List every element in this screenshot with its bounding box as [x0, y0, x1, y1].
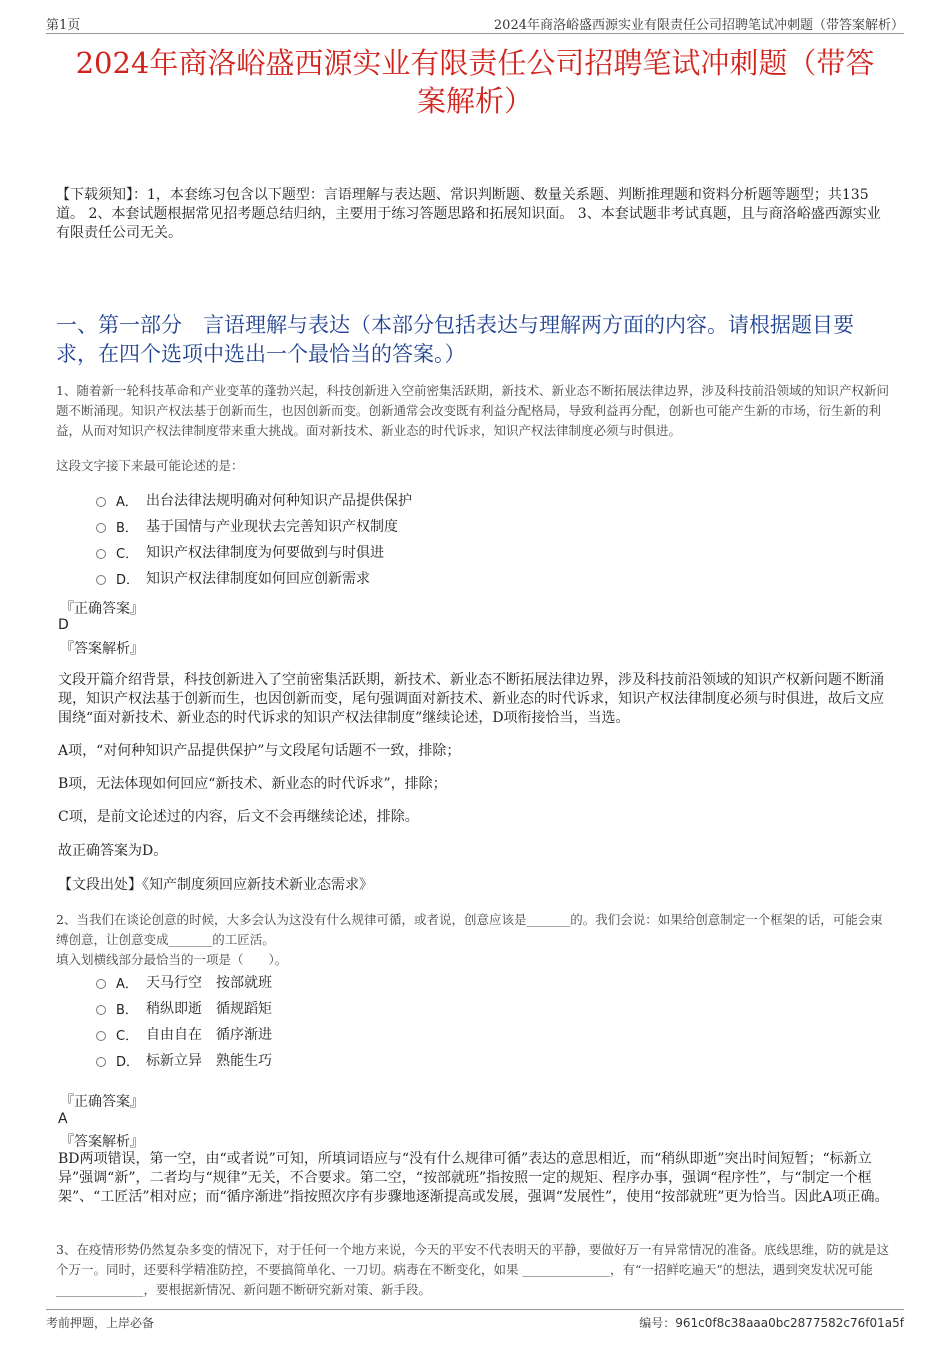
question-2-analysis: BD两项错误，第一空，由“或者说”可知，所填词语应与“没有什么规律可循”表达的意思相近，而“稍纵即逝”突出时间短暂；“标新立异”强调“新”，二者均与“规律”无关，不合要求。第二空，“按部就班”指按照一定的规矩、程序办事，强调“程序性”，与“制定一个框架”、“工匠活”相对应；而“循序渐进”指按照次序有步骤地逐渐提高或发展，强调“发展性”，使用“按部就班”更为恰当。因此A项正确。: [58, 1151, 889, 1205]
title-line-2: 案解析）: [416, 84, 533, 118]
question-2-option-b[interactable]: [96, 998, 272, 1018]
footer-divider: [46, 1309, 904, 1310]
section-heading: 一、第一部分 言语理解与表达（本部分包括表达与理解两方面的内容。请根据题目要求，在四个选项中选出一个最恰当的答案。）: [56, 313, 854, 366]
title-line-1: 2024年商洛峪盛西源实业有限责任公司招聘笔试冲刺题（带答: [75, 46, 875, 80]
option-text: 出台法律法规明确对何种知识产品提供保护: [146, 493, 412, 509]
option-letter: C．: [116, 546, 139, 562]
correct-answer-label: 『正确答案』: [60, 601, 144, 617]
page-title: [46, 44, 904, 120]
option-text: 标新立异 熟能生巧: [146, 1053, 272, 1069]
question-1-option-c[interactable]: [96, 542, 384, 562]
question-1-source: 【文段出处】《知产制度须回应新技术新业态需求》: [58, 877, 373, 893]
question-2-option-a[interactable]: [96, 972, 272, 992]
option-text: 稍纵即逝 循规蹈矩: [146, 1001, 272, 1017]
option-text: 自由自在 循序渐进: [146, 1027, 272, 1043]
option-text: 基于国情与产业现状去完善知识产权制度: [146, 519, 398, 535]
download-notice: 【下载须知】：1，本套练习包含以下题型：言语理解与表达题、常识判断题、数量关系题、判断推理题和资料分析题等题型；共135道。 2、本套试题根据常见招考题总结归纳，主要用于练习答题思路和拓展知识面。 3、本套试题非考试真题，且与商洛峪盛西源实业有限责任公司无关。: [56, 187, 881, 241]
question-1-answer: D: [58, 617, 69, 633]
analysis-label: 『答案解析』: [60, 641, 144, 657]
question-1-text: 1、随着新一轮科技革命和产业变革的蓬勃兴起，科技创新进入空前密集活跃期，新技术、新业态不断拓展法律边界，涉及科技前沿领域的知识产权新问题不断涌现。知识产权法基于创新而生，也因创新而变。创新通常会改变既有利益分配格局，导致利益再分配，创新也可能产生新的市场，衍生新的利益，从而对知识产权法律制度带来重大挑战。面对新技术、新业态的时代诉求，知识产权法律制度必须与时俱进。: [56, 383, 889, 438]
page-number: 第1页: [46, 18, 81, 33]
radio-icon[interactable]: [96, 497, 106, 507]
question-2-option-d[interactable]: [96, 1050, 272, 1070]
question-1-analysis-b: B项，无法体现如何回应“新技术、新业态的时代诉求”，排除；: [58, 776, 447, 792]
option-letter: A．: [116, 976, 138, 992]
question-1-conclusion: 故正确答案为D。: [58, 843, 168, 859]
footer-code: [639, 1314, 904, 1331]
header-divider: [46, 33, 904, 34]
option-letter: A．: [116, 494, 138, 510]
analysis-label: 『答案解析』: [60, 1134, 144, 1150]
option-letter: D．: [116, 572, 140, 588]
question-1-analysis-main: 文段开篇介绍背景，科技创新进入了空前密集活跃期，新技术、新业态不断拓展法律边界，涉及科技前沿领域的知识产权新问题不断涌现，知识产权法基于创新而生，也因创新而变，尾句强调面对新技术、新业态的时代诉求，知识产权法律制度必须与时俱进，故后文应围绕“面对新技术、新业态的时代诉求的知识产权法律制度”继续论述，D项衔接恰当，当选。: [58, 672, 884, 726]
question-1-option-b[interactable]: [96, 516, 398, 536]
option-text: 知识产权法律制度如何回应创新需求: [146, 571, 370, 587]
correct-answer-label: 『正确答案』: [60, 1094, 144, 1110]
option-letter: B．: [116, 520, 138, 536]
question-1-option-a[interactable]: [96, 490, 412, 510]
radio-icon[interactable]: [96, 1005, 106, 1015]
footer-slogan: 考前押题，上岸必备: [46, 1316, 155, 1330]
question-2-answer: A: [58, 1111, 68, 1127]
question-1-stem: 这段文字接下来最可能论述的是：: [56, 458, 244, 473]
option-text: 天马行空 按部就班: [146, 975, 272, 991]
option-text: 知识产权法律制度为何要做到与时俱进: [146, 545, 384, 561]
question-2-option-c[interactable]: [96, 1024, 272, 1044]
question-3-text: 3、在疫情形势仍然复杂多变的情况下，对于任何一个地方来说，今天的平安不代表明天的平静，要做好万一有异常情况的准备。底线思维，防的就是这个万一。同时，还要科学精准防控，不要搞简单化、一刀切。病毒在不断变化，如果 ______________，有“一招鲜吃遍天”的想法，遇到突发状况可能 ______________，要根据新情况、新问题不断研究新对策、新手段。: [56, 1242, 889, 1297]
option-letter: D．: [116, 1054, 140, 1070]
footer-code-label: 编号：: [639, 1316, 676, 1330]
radio-icon[interactable]: [96, 575, 106, 585]
option-letter: C．: [116, 1028, 139, 1044]
radio-icon[interactable]: [96, 1031, 106, 1041]
radio-icon[interactable]: [96, 549, 106, 559]
question-1-analysis-a: A项，“对何种知识产品提供保护”与文段尾句话题不一致，排除；: [58, 743, 461, 759]
question-1-option-d[interactable]: [96, 568, 370, 588]
footer-code-value: 961c0f8c38aaa0bc2877582c76f01a5f: [675, 1316, 904, 1330]
radio-icon[interactable]: [96, 1057, 106, 1067]
header-doc-title: 2024年商洛峪盛西源实业有限责任公司招聘笔试冲刺题（带答案解析）: [493, 18, 904, 33]
radio-icon[interactable]: [96, 979, 106, 989]
question-2-stem: 填入划横线部分最恰当的一项是（ ）。: [56, 952, 288, 967]
question-1-analysis-c: C项，是前文论述过的内容，后文不会再继续论述，排除。: [58, 809, 419, 825]
option-letter: B．: [116, 1002, 138, 1018]
question-2-text: 2、当我们在谈论创意的时候，大多会认为这没有什么规律可循，或者说，创意应该是_______的。我们会说：如果给创意制定一个框架的话，可能会束缚创意，让创意变成_______的工匠活。: [56, 912, 883, 947]
radio-icon[interactable]: [96, 523, 106, 533]
